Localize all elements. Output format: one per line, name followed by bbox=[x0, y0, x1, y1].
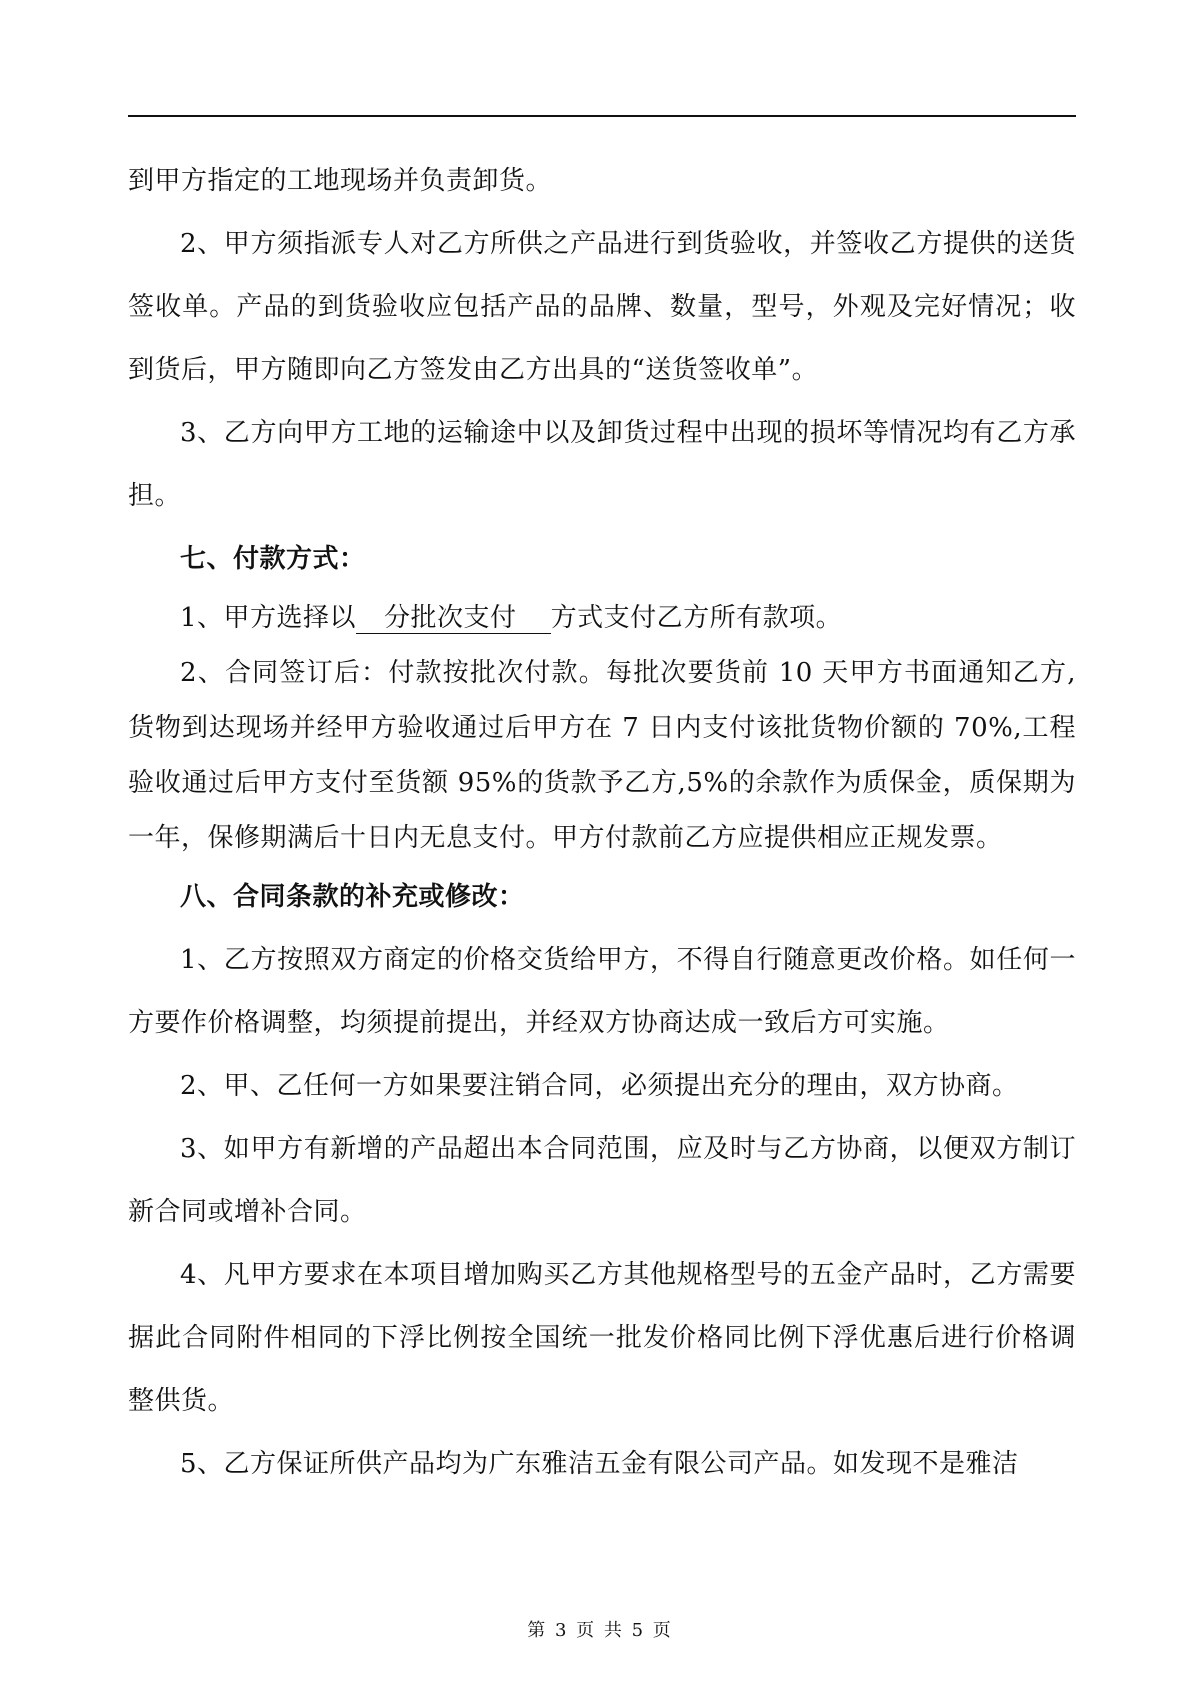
paragraph-clause-8-3: 3、如甲方有新增的产品超出本合同范围，应及时与乙方协商，以便双方制订新合同或增补合同。 bbox=[128, 1134, 1076, 1227]
paragraph-clause-8-1: 1、乙方按照双方商定的价格交货给甲方，不得自行随意更改价格。如任何一方要作价格调整，均须提前提出，并经双方协商达成一致后方可实施。 bbox=[128, 945, 1076, 1038]
paragraph-clause-6-3: 3、乙方向甲方工地的运输途中以及卸货过程中出现的损坏等情况均有乙方承担。 bbox=[128, 418, 1076, 511]
paragraph-clause-8-5: 5、乙方保证所供产品均为广东雅洁五金有限公司产品。如发现不是雅洁 bbox=[180, 1449, 1019, 1479]
header-rule bbox=[128, 115, 1076, 117]
paragraph-clause-7-2: 2、合同签订后：付款按批次付款。每批次要货前 10 天甲方书面通知乙方,货物到达现场并经甲方验收通过后甲方在 7 日内支付该批货物价额的 70%,工程验收通过后甲方支付至货额 95%的货款予乙方,5%的余款作为质保金，质保期为一年，保修期满后十日内无息支付。甲方付款前乙方应提供相应正规发票。 bbox=[128, 658, 1076, 853]
paragraph-clause-8-4: 4、凡甲方要求在本项目增加购买乙方其他规格型号的五金产品时，乙方需要据此合同附件相同的下浮比例按全国统一批发价格同比例下浮优惠后进行价格调整供货。 bbox=[128, 1260, 1076, 1416]
paragraph-clause-7-1 bbox=[128, 591, 1076, 646]
clause-7-1-prefix: 1、甲方选择以 bbox=[180, 603, 357, 633]
paragraph-clause-8-2: 2、甲、乙任何一方如果要注销合同，必须提出充分的理由，双方协商。 bbox=[180, 1071, 1019, 1101]
document-body bbox=[128, 150, 1076, 1496]
section-heading-8: 八、合同条款的补充或修改： bbox=[180, 882, 525, 912]
paragraph-clause-6-2: 2、甲方须指派专人对乙方所供之产品进行到货验收，并签收乙方提供的送货签收单。产品的到货验收应包括产品的品牌、数量，型号，外观及完好情况；收到货后，甲方随即向乙方签发由乙方出具的“送货签收单”。 bbox=[128, 229, 1076, 385]
clause-7-1-suffix: 方式支付乙方所有款项。 bbox=[550, 603, 843, 633]
paragraph-continuation: 到甲方指定的工地现场并负责卸货。 bbox=[128, 166, 553, 196]
payment-method-blank: 分批次支付 bbox=[356, 603, 551, 634]
page-number: 第 3 页 共 5 页 bbox=[527, 1620, 673, 1641]
section-heading-7: 七、付款方式： bbox=[180, 544, 366, 574]
